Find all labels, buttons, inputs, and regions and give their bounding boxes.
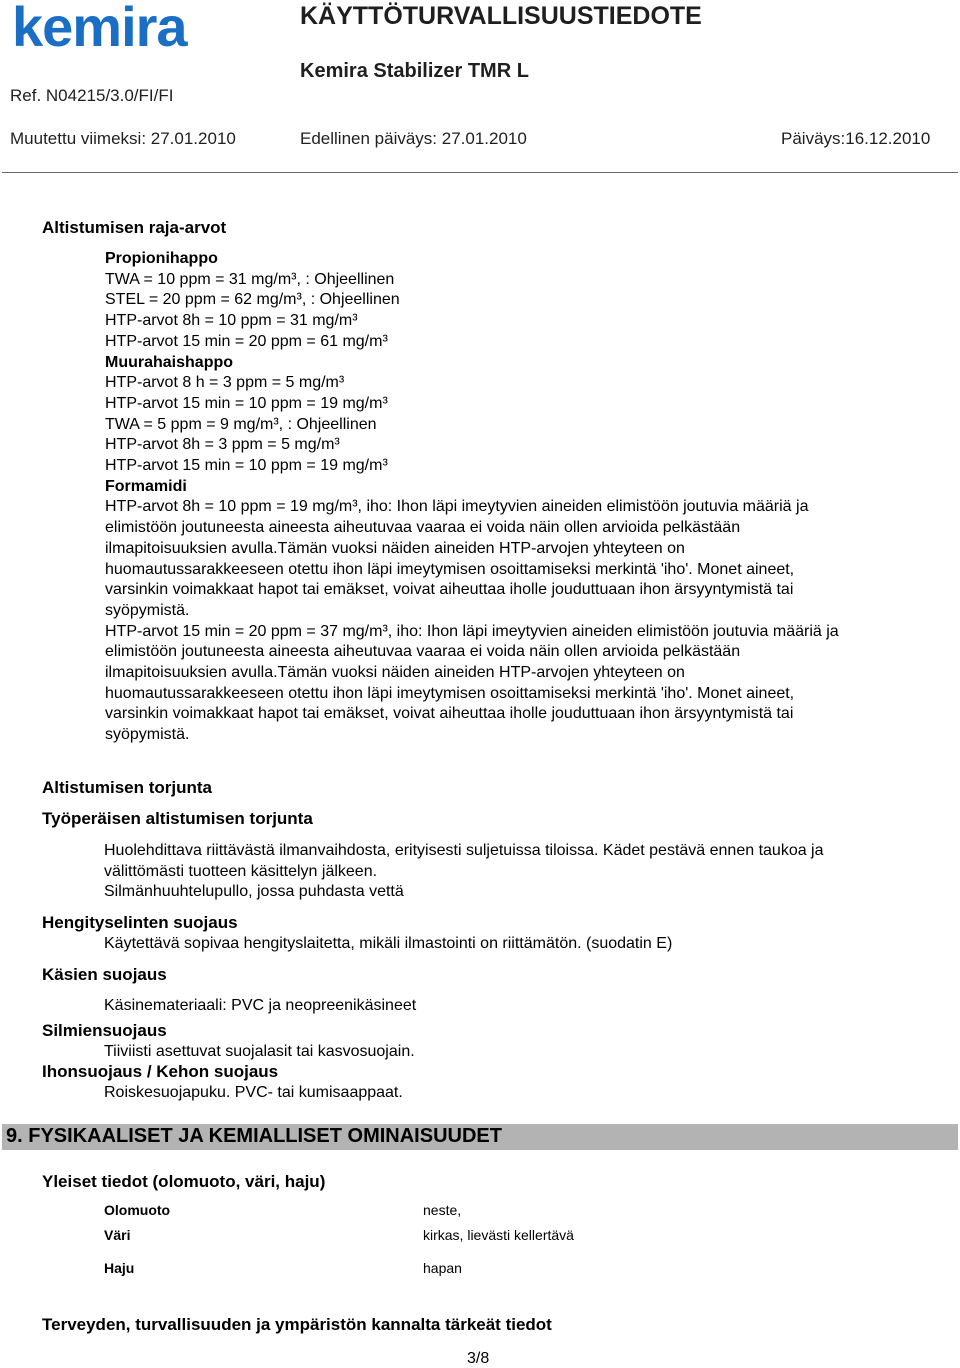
- property-label-form: Olomuoto: [104, 1202, 171, 1218]
- limit-line: ilmapitoisuuksien avulla.Tämän vuoksi näiden aineiden HTP-arvojen yhteyteen on: [105, 539, 685, 557]
- skin-protection-text: Roiskesuojapuku. PVC- tai kumisaappaat.: [104, 1084, 403, 1101]
- exposure-limits-heading: Altistumisen raja-arvot: [42, 218, 227, 237]
- eye-protection-heading: Silmiensuojaus: [42, 1021, 167, 1040]
- limit-line: STEL = 20 ppm = 62 mg/m³, : Ohjeellinen: [105, 291, 400, 309]
- limit-line: HTP-arvot 15 min = 20 ppm = 37 mg/m³, iho: Ihon läpi imeytyvien aineiden elimistöön joutuvia määriä ja: [105, 622, 839, 640]
- document-title: KÄYTTÖTURVALLISUUSTIEDOTE: [300, 2, 702, 30]
- property-value-colour: kirkas, lievästi kellertävä: [423, 1227, 574, 1243]
- general-info-heading: Yleiset tiedot (olomuoto, väri, haju): [42, 1172, 326, 1191]
- limit-line: TWA = 5 ppm = 9 mg/m³, : Ohjeellinen: [105, 415, 377, 433]
- occupational-line: Silmänhuuhtelupullo, jossa puhdasta vettä: [104, 883, 404, 901]
- limit-line: HTP-arvot 15 min = 10 ppm = 19 mg/m³: [105, 457, 388, 475]
- limit-line: HTP-arvot 8h = 10 ppm = 31 mg/m³: [105, 312, 358, 330]
- eye-protection-text: Tiiviisti asettuvat suojalasit tai kasvosuojain.: [104, 1043, 415, 1060]
- occupational-exposure-heading: Työperäisen altistumisen torjunta: [42, 809, 313, 828]
- limit-line: HTP-arvot 8h = 3 ppm = 5 mg/m³: [105, 436, 340, 454]
- page-number: 3/8: [467, 1350, 490, 1367]
- substance-name: Propionihappo: [105, 250, 218, 267]
- property-label-colour: Väri: [104, 1227, 131, 1243]
- health-safety-heading: Terveyden, turvallisuuden ja ympäristön kannalta tärkeät tiedot: [42, 1315, 552, 1334]
- substance-name: Muurahaishappo: [105, 353, 234, 371]
- kemira-logo: [12, 2, 248, 52]
- skin-protection-heading: Ihonsuojaus / Kehon suojaus: [42, 1062, 279, 1081]
- property-label-odour: Haju: [104, 1260, 135, 1276]
- limit-line: syöpymistä.: [105, 601, 190, 619]
- kemira-logo-text: kemira: [12, 2, 187, 52]
- exposure-control-heading: Altistumisen torjunta: [42, 778, 213, 797]
- respiratory-protection-text: Käytettävä sopivaa hengityslaitetta, mikäli ilmastointi on riittämätön. (suodatin E): [104, 935, 673, 952]
- respiratory-protection-heading: Hengityselinten suojaus: [42, 913, 238, 932]
- exposure-limits-list: [105, 249, 935, 746]
- issue-date: Päiväys:16.12.2010: [781, 129, 931, 148]
- limit-line: elimistöön joutuneesta aineesta aiheutuvaa vaaraa ei voida näin ollen arvioida pelkästään: [105, 643, 741, 661]
- limit-line: TWA = 10 ppm = 31 mg/m³, : Ohjeellinen: [105, 270, 395, 288]
- reference-number: Ref. N04215/3.0/FI/FI: [10, 86, 174, 105]
- occupational-exposure-text: [104, 841, 924, 903]
- section-9-title: 9. FYSIKAALISET JA KEMIALLISET OMINAISUUDET: [6, 1125, 502, 1147]
- limit-line: syöpymistä.: [105, 726, 190, 744]
- limit-line: HTP-arvot 15 min = 20 ppm = 61 mg/m³: [105, 332, 388, 350]
- previous-date: Edellinen päiväys: 27.01.2010: [300, 129, 527, 148]
- limit-line: varsinkin voimakkaat hapot tai emäkset, voivat aiheuttaa iholle jouduttuaan ihon ärsyyntymistä tai: [105, 705, 794, 723]
- occupational-line: välittömästi tuotteen käsittelyn jälkeen.: [104, 862, 378, 880]
- limit-line: HTP-arvot 8h = 10 ppm = 19 mg/m³, iho: Ihon läpi imeytyvien aineiden elimistöön joutuvia määriä ja: [105, 498, 809, 516]
- modified-date: Muutettu viimeksi: 27.01.2010: [10, 129, 236, 148]
- occupational-line: Huolehdittava riittävästä ilmanvaihdosta, erityisesti suljetuissa tiloissa. Kädet pestävä ennen taukoa ja: [104, 842, 824, 859]
- substance-name: Formamidi: [105, 477, 187, 495]
- hand-protection-heading: Käsien suojaus: [42, 965, 167, 984]
- limit-line: elimistöön joutuneesta aineesta aiheutuvaa vaaraa ei voida näin ollen arvioida pelkästään: [105, 519, 741, 537]
- limit-line: huomautussarakkeeseen otettu ihon läpi imeytymisen osoittamiseksi merkintä 'iho'. Monet aineet,: [105, 684, 795, 702]
- limit-line: varsinkin voimakkaat hapot tai emäkset, voivat aiheuttaa iholle jouduttuaan ihon ärsyyntymistä tai: [105, 581, 794, 599]
- hand-protection-text: Käsinemateriaali: PVC ja neopreenikäsineet: [104, 997, 417, 1014]
- limit-line: HTP-arvot 15 min = 10 ppm = 19 mg/m³: [105, 394, 388, 412]
- limit-line: ilmapitoisuuksien avulla.Tämän vuoksi näiden aineiden HTP-arvojen yhteyteen on: [105, 664, 685, 682]
- header-divider: [2, 172, 958, 173]
- limit-line: huomautussarakkeeseen otettu ihon läpi imeytymisen osoittamiseksi merkintä 'iho'. Monet aineet,: [105, 560, 795, 578]
- property-value-odour: hapan: [423, 1260, 462, 1276]
- property-value-form: neste,: [423, 1202, 462, 1218]
- limit-line: HTP-arvot 8 h = 3 ppm = 5 mg/m³: [105, 374, 345, 392]
- product-name: Kemira Stabilizer TMR L: [300, 60, 529, 82]
